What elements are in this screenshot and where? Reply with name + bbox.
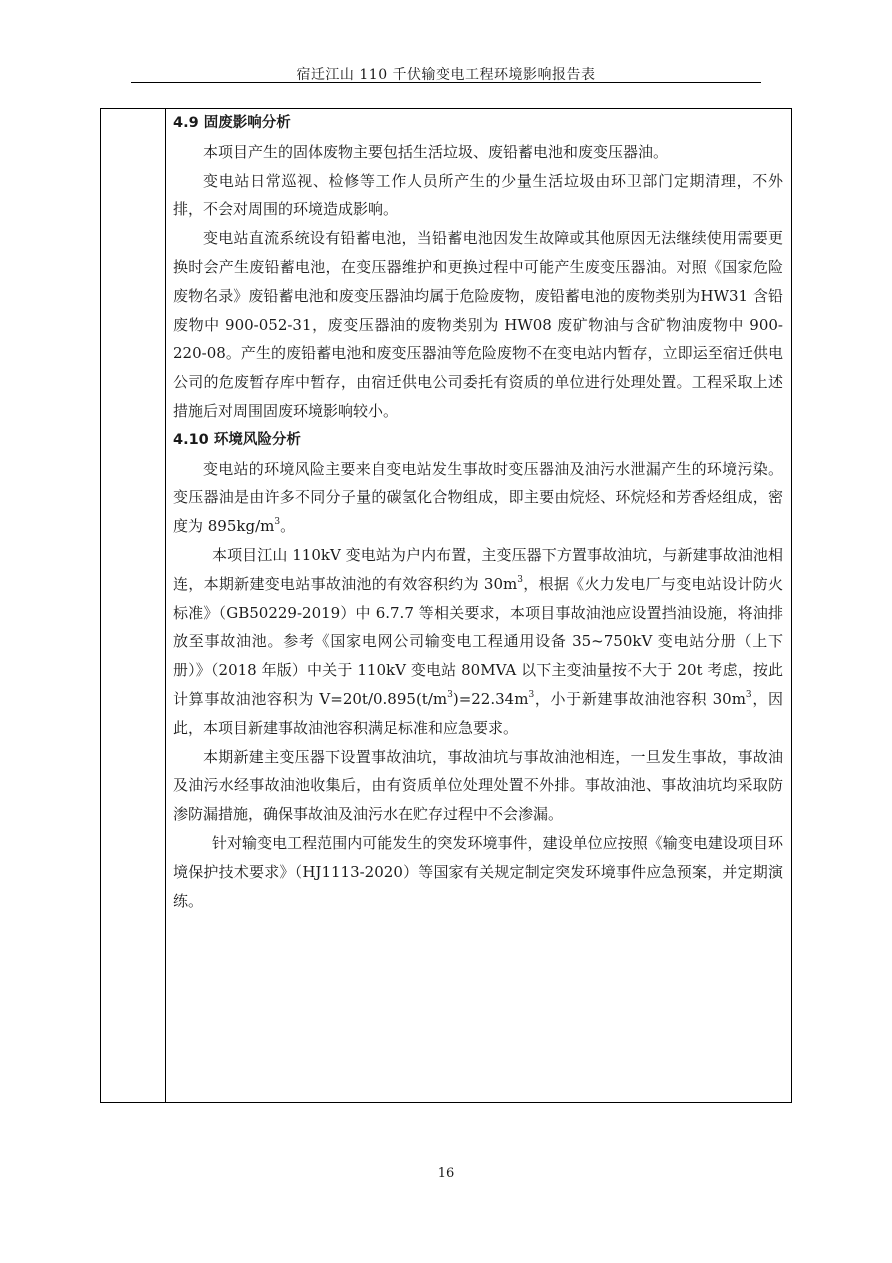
superscript: 3 — [447, 689, 453, 700]
content-table — [100, 108, 792, 1103]
body-paragraph: 本项目产生的固体废物主要包括生活垃圾、废铅蓄电池和废变压器油。 — [203, 142, 669, 161]
body-paragraph: 本项目江山 110kV 变电站为户内布置，主变压器下方置事故油坑，与新建事故油池相连，本期新建变电站事故油池的有效容积约为 $30m^3$，根据《火力发电厂与变电站设计防火标准》（GB50229-2019）中 6.7.7 等相关要求，本项目事故油池应设置挡油设施，将油排放至事故油池。参考《国家电网公司输变电工程通用设备 35~750kV 变电站分册（上下册）》（2018 年版）中关于 110kV 变电站 80MVA 以下主变油量按不大于 20t 考虑，按此计算事故油池容积为 $V=20t/0.895(t/m^3)=22.34m^3$，小于新建事故油池容积 $30m^3$，因此，本项目新建事故油池容积满足标准和应急要求。 — [173, 545, 783, 737]
section-title: 4.10 环境风险分析 — [173, 431, 301, 448]
table-left-column — [101, 109, 166, 1102]
header-rule — [131, 82, 761, 83]
body-paragraph: 本期新建主变压器下设置事故油坑，事故油坑与事故油池相连，一旦发生事故，事故油及油污水经事故油池收集后，由有资质单位处理处置不外排。事故油池、事故油坑均采取防渗防漏措施，确保事故油及油污水在贮存过程中不会渗漏。 — [173, 747, 783, 824]
report-body — [173, 109, 783, 915]
superscript: 3 — [274, 517, 281, 528]
page-number: 16 — [437, 1166, 455, 1181]
body-paragraph: 变电站日常巡视、检修等工作人员所产生的少量生活垃圾由环卫部门定期清理，不外排，不会对周围的环境造成影响。 — [173, 171, 783, 219]
superscript: 3 — [745, 689, 752, 700]
superscript: 3 — [517, 574, 523, 585]
body-paragraph: 针对输变电工程范围内可能发生的突发环境事件，建设单位应按照《输变电建设项目环境保护技术要求》（HJ1113-2020）等国家有关规定制定突发环境事件应急预案，并定期演练。 — [173, 833, 783, 910]
body-paragraph: 变电站直流系统设有铅蓄电池，当铅蓄电池因发生故障或其他原因无法继续使用需要更换时会产生废铅蓄电池，在变压器维护和更换过程中可能产生废变压器油。对照《国家危险废物名录》废铅蓄电池和废变压器油均属于危险废物，废铅蓄电池的废物类别为HW31 含铅废物中 900-052-31，废变压器油的废物类别为 HW08 废矿物油与含矿物油废物中 900-220-08。产生的废铅蓄电池和废变压器油等危险废物不在变电站内暂存，立即运至宿迁供电公司的危废暂存库中暂存，由宿迁供电公司委托有资质的单位进行处理处置。工程采取上述措施后对周围固废环境影响较小。 — [173, 229, 783, 420]
document-header-title: 宿迁江山 110 千伏输变电工程环境影响报告表 — [296, 67, 596, 83]
body-paragraph: 变电站的环境风险主要来自变电站发生事故时变压器油及油污水泄漏产生的环境污染。变压器油是由许多不同分子量的碳氢化合物组成，即主要由烷烃、环烷烃和芳香烃组成，密度为 $895kg/m^3$。 — [173, 459, 783, 536]
section-title: 4.9 固废影响分析 — [173, 115, 291, 131]
superscript: 3 — [528, 689, 535, 700]
